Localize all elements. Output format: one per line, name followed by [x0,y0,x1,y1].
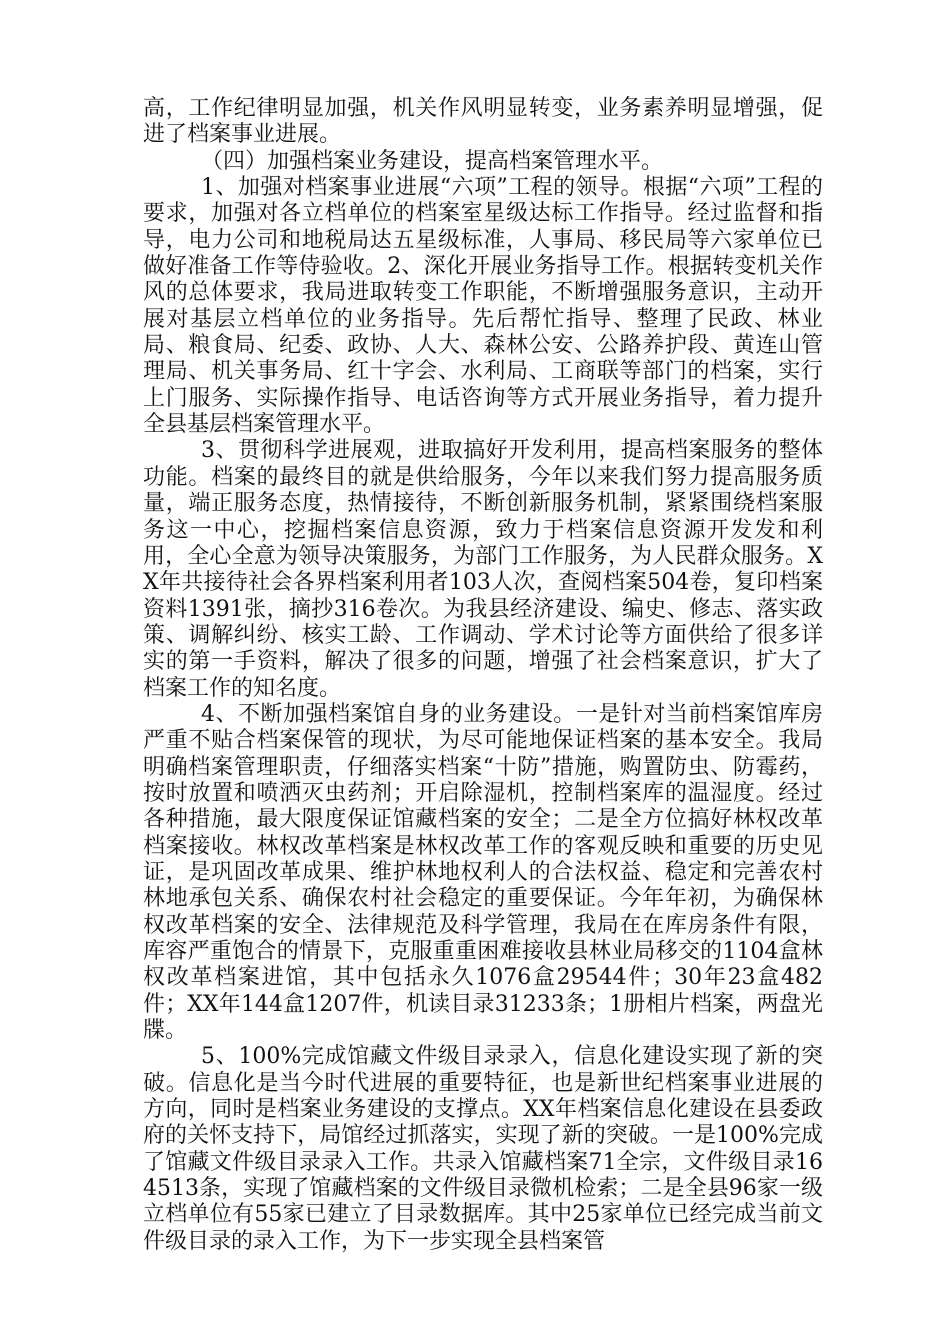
document-body [143,96,823,1255]
paragraph-5: 5、100%完成馆藏文件级目录录入，信息化建设实现了新的突破。信息化是当今时代进展的重要特征，也是新世纪档案事业进展的方向，同时是档案业务建设的支撑点。XX年档案信息化建设在县委政府的关怀支持下，局馆经过抓落实，实现了新的突破。一是100%完成了馆藏文件级目录录入工作。共录入馆藏档案71全宗，文件级目录164513条，实现了馆藏档案的文件级目录微机检索；二是全县96家一级立档单位有55家已建立了目录数据库。其中25家单位已经完成当前文件级目录的录入工作，为下一步实现全县档案管 [143,1044,823,1254]
paragraph-3: 3、贯彻科学进展观，进取搞好开发利用，提高档案服务的整体功能。档案的最终目的就是供给服务，今年以来我们努力提高服务质量，端正服务态度，热情接待，不断创新服务机制，紧紧围绕档案服务这一中心，挖掘档案信息资源，致力于档案信息资源开发发和利用，全心全意为领导决策服务，为部门工作服务，为人民群众服务。XX年共接待社会各界档案利用者103人次，查阅档案504卷，复印档案资料1391张，摘抄316卷次。为我县经济建设、编史、修志、落实政策、调解纠纷、核实工龄、工作调动、学术讨论等方面供给了很多详实的第一手资料，解决了很多的问题，增强了社会档案意识，扩大了档案工作的知名度。 [143,438,823,701]
section-heading-4: （四）加强档案业务建设，提高档案管理水平。 [201,148,664,174]
paragraph-4: 4、不断加强档案馆自身的业务建设。一是针对当前档案馆库房严重不贴合档案保管的现状，为尽可能地保证档案的基本安全。我局明确档案管理职责，仔细落实档案“十防”措施，购置防虫、防霉药，按时放置和喷洒灭虫药剂；开启除湿机，控制档案库的温湿度。经过各种措施，最大限度保证馆藏档案的安全；二是全方位搞好林权改革档案接收。林权改革档案是林权改革工作的客观反映和重要的历史见证，是巩固改革成果、维护林地权利人的合法权益、稳定和完善农村林地承包关系、确保农村社会稳定的重要保证。今年年初，为确保林权改革档案的安全、法律规范及科学管理，我局在在库房条件有限，库容严重饱合的情景下，克服重重困难接收县林业局移交的1104盒林权改革档案进馆，其中包括永久1076盒29544件；30年23盒482件；XX年144盒1207件，机读目录31233条；1册相片档案，两盘光牒。 [143,701,823,1044]
paragraph-continuation: 高，工作纪律明显加强，机关作风明显转变，业务素养明显增强，促进了档案事业进展。 [143,96,823,148]
paragraph-1-2: 1、加强对档案事业进展“六项”工程的领导。根据“六项”工程的要求，加强对各立档单位的档案室星级达标工作指导。经过监督和指导，电力公司和地税局达五星级标准，人事局、移民局等六家单位已做好准备工作等侍验收。2、深化开展业务指导工作。根据转变机关作风的总体要求，我局进取转变工作职能，不断增强服务意识，主动开展对基层立档单位的业务指导。先后帮忙指导、整理了民政、林业局、粮食局、纪委、政协、人大、森林公安、公路养护段、黄连山管理局、机关事务局、红十字会、水利局、工商联等部门的档案，实行上门服务、实际操作指导、电话咨询等方式开展业务指导，着力提升全县基层档案管理水平。 [143,175,823,438]
